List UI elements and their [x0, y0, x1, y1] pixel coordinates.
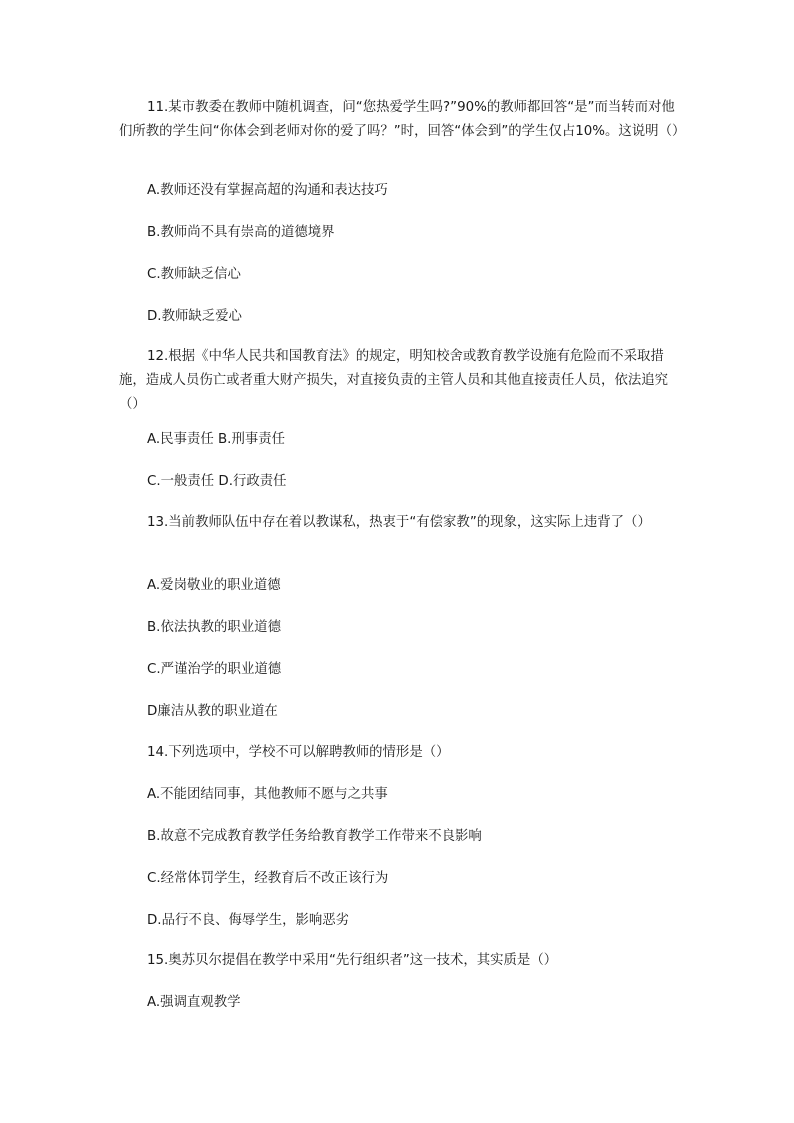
question-12-stem: 12.根据《中华人民共和国教育法》的规定，明知校舍或教育教学设施有危险而不采取措施，造成人员伤亡或者重大财产损失，对直接负责的主管人员和其他直接责任人员，依法追究（）	[119, 349, 669, 412]
question-14-option-c: C.经常体罚学生，经教育后不改正该行为	[147, 871, 389, 886]
question-11-option-b: B.教师尚不具有崇高的道德境界	[147, 225, 335, 240]
question-13-option-b: B.依法执教的职业道德	[147, 620, 281, 635]
question-11-option-c: C.教师缺乏信心	[147, 267, 241, 282]
question-13-stem: 13.当前教师队伍中存在着以教谋私，热衷于“有偿家教”的现象，这实际上违背了（）	[147, 515, 651, 530]
question-11-option-d: D.教师缺乏爱心	[147, 309, 242, 324]
question-11-stem: 11.某市教委在教师中随机调查，问“您热爱学生吗?”90%的教师都回答“是”而当转而对他们所教的学生问“你体会到老师对你的爱了吗？”时，回答“体会到”的学生仅占10%。这说明（）	[119, 100, 686, 139]
question-15-option-a: A.强调直观教学	[147, 995, 241, 1010]
question-14-option-d: D.品行不良、侮辱学生，影响恶劣	[147, 913, 350, 928]
question-13-option-a: A.爱岗敬业的职业道德	[147, 578, 281, 593]
question-14-option-a: A.不能团结同事，其他教师不愿与之共事	[147, 787, 388, 802]
question-12-options-cd: C.一般责任 D.行政责任	[147, 474, 287, 489]
question-14-option-b: B.故意不完成教育教学任务给教育教学工作带来不良影响	[147, 829, 482, 844]
question-13-option-c: C.严谨治学的职业道德	[147, 662, 282, 677]
question-13-option-d: D廉洁从教的职业道在	[147, 704, 278, 719]
question-14-stem: 14.下列选项中，学校不可以解聘教师的情形是（）	[147, 745, 450, 760]
question-15-stem: 15.奥苏贝尔提倡在教学中采用“先行组织者”这一技术，其实质是（）	[147, 953, 558, 968]
question-11-option-a: A.教师还没有掌握高超的沟通和表达技巧	[147, 183, 388, 198]
question-12-options-ab: A.民事责任 B.刑事责任	[147, 432, 286, 447]
